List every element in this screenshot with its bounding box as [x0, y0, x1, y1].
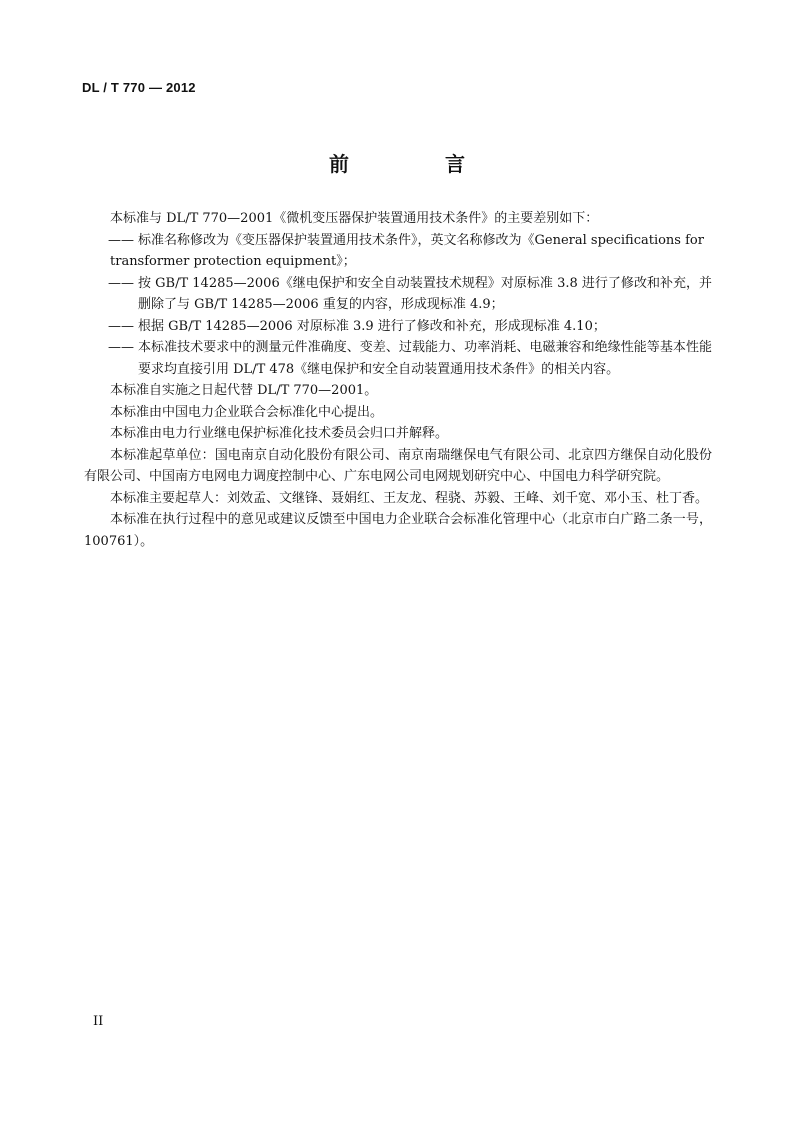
feedback-paragraph: 本标准在执行过程中的意见或建议反馈至中国电力企业联合会标准化管理中心（北京市白广路二条一号，100761）。 [84, 512, 712, 549]
list-dash: —— [108, 232, 134, 248]
page-number: II [93, 1014, 104, 1029]
list-item [84, 230, 712, 273]
list-item-text-line2: transformer protection equipment》； [110, 254, 356, 269]
intro-paragraph: 本标准与 DL/T 770—2001《微机变压器保护装置通用技术条件》的主要差别如下： [110, 211, 599, 226]
interpretation-paragraph: 本标准由电力行业继电保护标准化技术委员会归口并解释。 [110, 426, 449, 441]
list-item-text: 根据 GB/T 14285—2006 对原标准 3.9 进行了修改和补充，形成现标准 4.10； [138, 318, 606, 334]
list-item [84, 316, 712, 338]
list-item-text: 按 GB/T 14285—2006《继电保护和安全自动装置技术规程》对原标准 3.8 进行了修改和补充，并删除了与 GB/T 14285—2006 重复的内容，形成现标准 4.9； [138, 275, 712, 312]
list-item [84, 337, 712, 380]
list-dash: —— [108, 275, 134, 291]
list-dash: —— [108, 340, 134, 355]
page-title: 前 言 [329, 152, 503, 176]
list-dash: —— [108, 318, 134, 334]
drafting-units-paragraph: 本标准起草单位：国电南京自动化股份有限公司、南京南瑞继保电气有限公司、北京四方继保自动化股份有限公司、中国南方电网电力调度控制中心、广东电网公司电网规划研究中心、中国电力科学研究院。 [84, 447, 712, 484]
standard-code: DL / T 770 — 2012 [82, 80, 196, 95]
preface-body [84, 208, 712, 552]
list-item-text-line1: 标准名称修改为《变压器保护装置通用技术条件》，英文名称修改为《General specifications for [138, 232, 704, 248]
drafters-paragraph: 本标准主要起草人：刘效孟、文继锋、聂娟红、王友龙、程骁、苏毅、王峰、刘千宽、邓小玉、杜丁香。 [110, 490, 709, 506]
proposer-paragraph: 本标准由中国电力企业联合会标准化中心提出。 [110, 404, 384, 420]
replacement-paragraph: 本标准自实施之日起代替 DL/T 770—2001。 [110, 383, 378, 398]
list-item-text: 本标准技术要求中的测量元件准确度、变差、过载能力、功率消耗、电磁兼容和绝缘性能等基本性能要求均直接引用 DL/T 478《继电保护和安全自动装置通用技术条件》的相关内容。 [138, 340, 712, 377]
list-item [84, 273, 712, 316]
